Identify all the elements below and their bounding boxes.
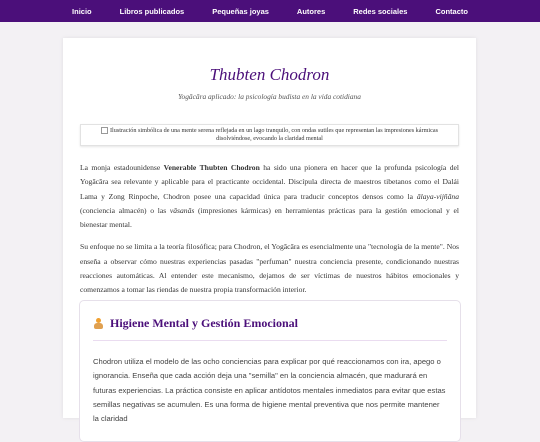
intro-paragraph (80, 161, 459, 232)
nav-contacto[interactable]: Contacto (435, 6, 468, 16)
section-title (93, 316, 460, 331)
broken-image-icon (101, 127, 108, 134)
meditation-icon (93, 318, 104, 330)
nav-redes-sociales[interactable]: Redes sociales (353, 6, 408, 16)
nav-inicio[interactable]: Inicio (72, 6, 92, 16)
intro-text-b: ha sido una pionera en hacer que la profunda psicología del Yogācāra sea relevante y aplicable para el practicante occidental. Discípula directa de maestros tibetanos como el Dalái Lama y Zong Rinpoche, Chodron posee una capacidad única para traducir conceptos densos como la (80, 163, 459, 201)
image-alt-text: Ilustración simbólica de una mente serena reflejada en un lago tranquilo, con ondas sutiles que representan las impresiones kármicas disolviéndose, evocando la claridad mental (110, 127, 438, 142)
top-nav (0, 0, 540, 22)
article-image (80, 124, 459, 146)
page-subtitle: Yogācāra aplicado: la psicología budista en la vida cotidiana (178, 92, 361, 101)
nav-pequenas-joyas[interactable]: Pequeñas joyas (212, 6, 269, 16)
page-title: Thubten Chodron (209, 65, 330, 84)
section-divider (93, 340, 447, 341)
author-name-bold: Venerable Thubten Chodron (163, 163, 260, 172)
section-card (79, 300, 461, 442)
term-vasanas: vāsanās (169, 205, 195, 215)
intro-text-a: La monja estadounidense (80, 163, 164, 172)
intro-text-d: (impresiones kármicas) en herramientas prácticas para la gestión emocional y el bienestar mental. (80, 205, 459, 230)
article-card (63, 38, 476, 424)
section-paragraph: Chodron utiliza el modelo de las ocho conciencias para explicar por qué reaccionamos con ira, apego o ignorancia. Enseña que cada acción deja una "semilla" en la conciencia almacén, que madurará en futuras experiencias. La práctica consiste en aplicar antídotos mentales inmediatos para evitar que estas semillas negativas se acumulen. Es una forma de higiene mental preventiva que nos permite mantener la claridad (93, 357, 446, 424)
term-alaya: ālaya-vijñāna (416, 191, 459, 201)
section-title-text: Higiene Mental y Gestión Emocional (110, 316, 298, 330)
nav-libros-publicados[interactable]: Libros publicados (119, 6, 185, 16)
approach-paragraph: Su enfoque no se limita a la teoría filosófica; para Chodron, el Yogācāra es esencialmente una "tecnología de la mente". Nos enseña a observar cómo nuestras experiencias pasadas "perfuman" nuestra conciencia presente, condicionando nuestras reacciones automáticas. Al entender este mecanismo, dejamos de ser víctimas de nuestros hábitos emocionales y comenzamos a tomar las riendas de nuestra propia transformación interior. (80, 242, 459, 295)
nav-autores[interactable]: Autores (296, 6, 326, 16)
intro-text-c: (conciencia almacén) o las (80, 205, 170, 215)
